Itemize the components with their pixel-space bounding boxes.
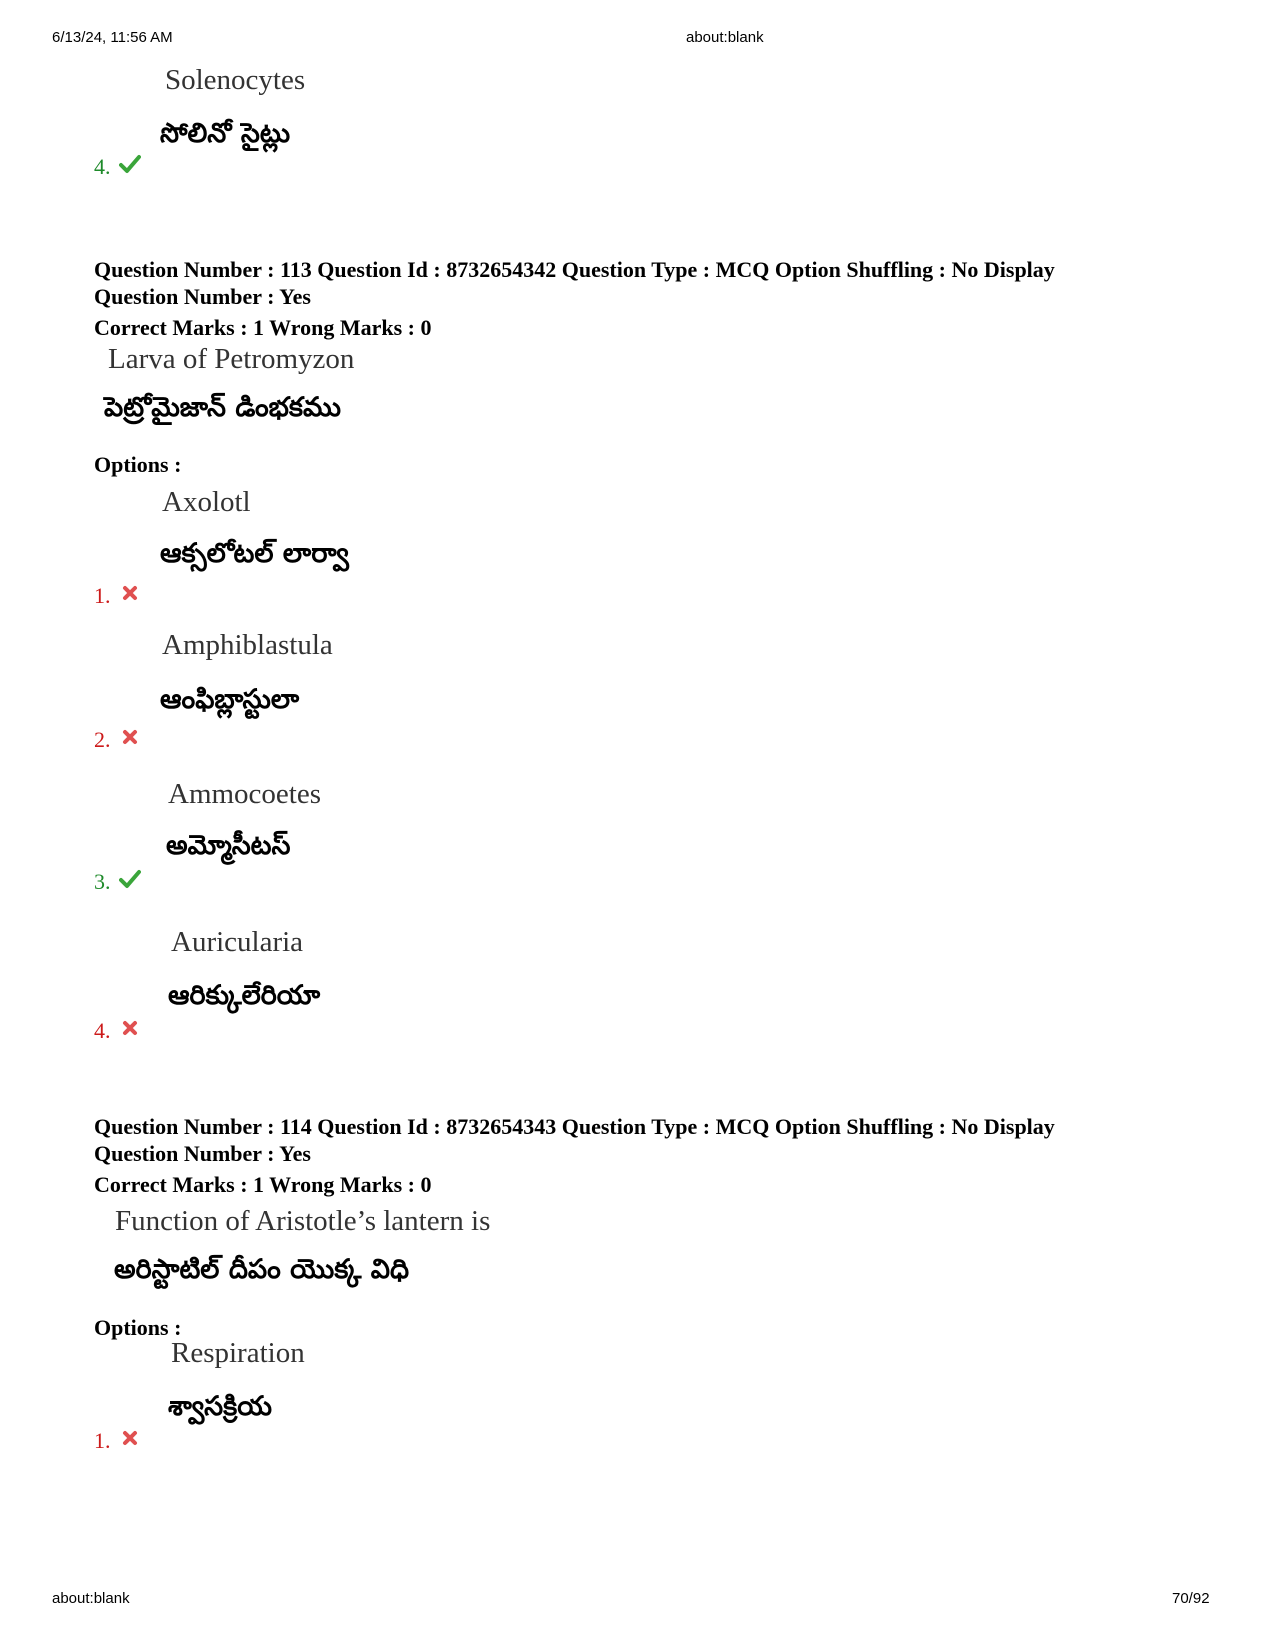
- question-marks: Correct Marks : 1 Wrong Marks : 0: [94, 1172, 432, 1197]
- question-meta-line1: Question Number : 114 Question Id : 8732654343 Question Type : MCQ Option Shuffling : No Display: [94, 1114, 1055, 1139]
- question-meta-line2: Question Number : Yes: [94, 1141, 311, 1166]
- check-icon: [119, 868, 141, 890]
- option-number: 1.: [94, 1428, 111, 1453]
- cross-icon: [120, 1018, 142, 1040]
- cross-icon: [120, 583, 142, 605]
- check-icon: [119, 153, 141, 175]
- cross-icon: [120, 727, 142, 749]
- option-number: 3.: [94, 869, 111, 894]
- option-number: 4.: [94, 154, 111, 179]
- question-text-telugu: పెట్రోమైజాన్ డింభకము: [104, 392, 341, 423]
- option-english: Auricularia: [171, 926, 304, 958]
- option-telugu: ఆరిక్కులేరియా: [168, 980, 321, 1011]
- option-telugu: అమ్మోసీటస్: [166, 830, 291, 861]
- print-url: about:blank: [686, 29, 764, 46]
- option-english: Solenocytes: [165, 64, 306, 96]
- question-text-english: Function of Aristotle’s lantern is: [115, 1205, 491, 1237]
- cross-icon: [120, 1428, 142, 1450]
- question-text-english: Larva of Petromyzon: [108, 343, 355, 375]
- question-meta: [94, 1113, 1214, 1167]
- page-number: 70/92: [1172, 1590, 1210, 1607]
- options-label: Options :: [94, 452, 182, 477]
- option-english: Axolotl: [162, 486, 251, 518]
- option-number: 4.: [94, 1018, 111, 1043]
- option-telugu: శ్వాసక్రియ: [168, 1391, 272, 1422]
- option-english: Respiration: [171, 1337, 305, 1369]
- options-label: Options :: [94, 1315, 182, 1340]
- question-meta-line2: Question Number : Yes: [94, 284, 311, 309]
- question-meta-line1: Question Number : 113 Question Id : 8732654342 Question Type : MCQ Option Shuffling : No Display: [94, 257, 1055, 282]
- print-datetime: 6/13/24, 11:56 AM: [52, 29, 173, 46]
- option-english: Amphiblastula: [162, 629, 333, 661]
- question-marks: Correct Marks : 1 Wrong Marks : 0: [94, 315, 432, 340]
- option-telugu: ఆంఫిబ్లాస్టులా: [160, 684, 300, 715]
- question-meta: [94, 256, 1214, 310]
- option-telugu: సోలినో సైట్లు: [160, 118, 291, 149]
- option-english: Ammocoetes: [168, 778, 322, 810]
- option-number: 1.: [94, 583, 111, 608]
- print-footer-url: about:blank: [52, 1590, 130, 1607]
- question-text-telugu: అరిస్టాటిల్ దీపం యొక్క విధి: [114, 1254, 410, 1285]
- option-telugu: ఆక్సలోటల్ లార్వా: [160, 538, 349, 569]
- option-number: 2.: [94, 727, 111, 752]
